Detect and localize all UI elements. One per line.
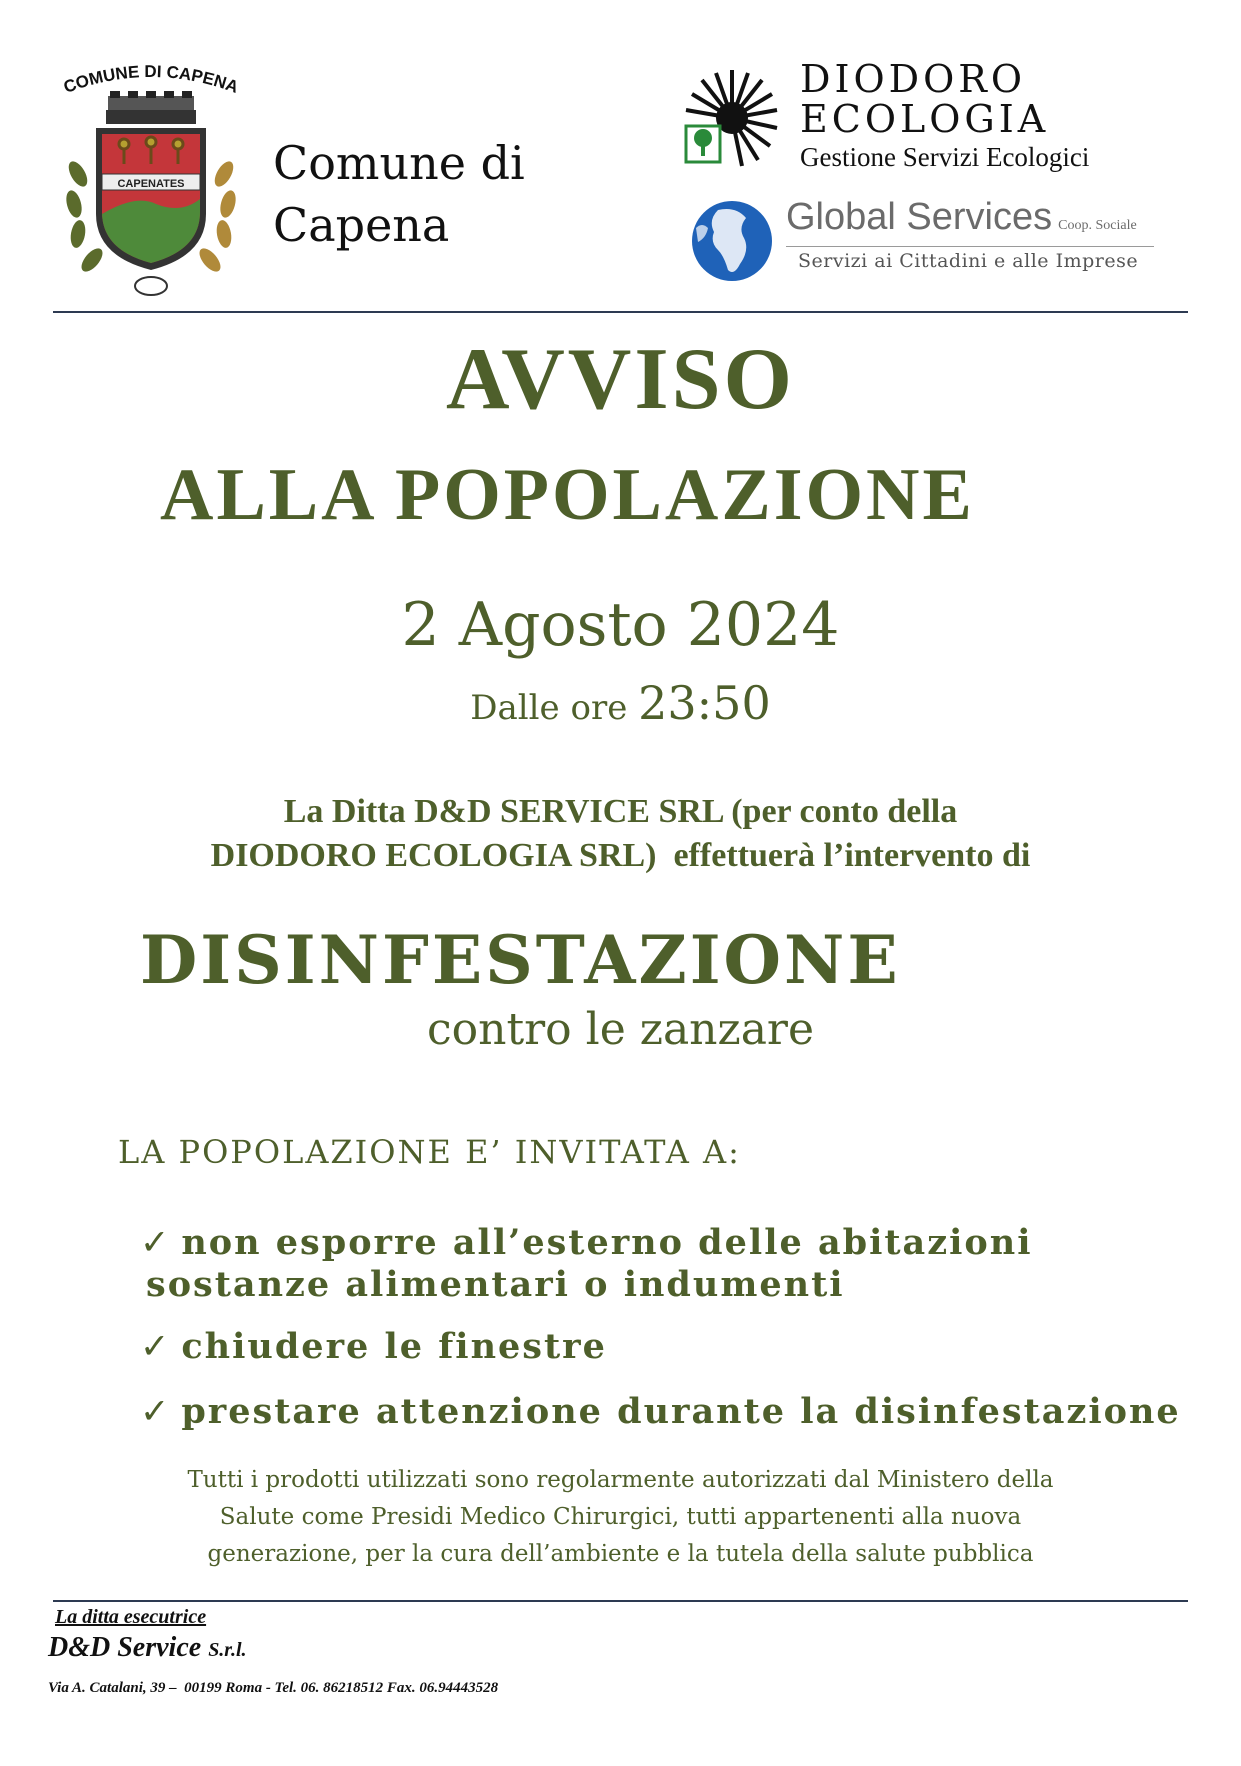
bullet-item-continuation: sostanze alimentari o indumenti bbox=[146, 1264, 845, 1305]
products-note-line1: Tutti i prodotti utilizzati sono regolarmente autorizzati dal Ministero della bbox=[187, 1467, 1054, 1493]
global-services-coop: Coop. Sociale bbox=[1058, 218, 1137, 233]
footer-company-name: D&D Service bbox=[48, 1632, 202, 1663]
notice-invite: LA POPOLAZIONE E’ INVITATA A: bbox=[118, 1133, 741, 1171]
comune-name bbox=[273, 132, 525, 256]
notice-service-target: contro le zanzare bbox=[427, 1004, 814, 1055]
global-services-name: Global Services bbox=[786, 196, 1053, 238]
notice-ditta-line2: DIODORO ECOLOGIA SRL) effettuerà l’intervento di bbox=[210, 837, 1031, 874]
diodoro-sunburst-logo bbox=[682, 68, 778, 168]
bullet-text: prestare attenzione durante la disinfestazione bbox=[181, 1391, 1181, 1432]
global-services-subtitle: Servizi ai Cittadini e alle Imprese bbox=[798, 250, 1139, 272]
check-icon: ✓ bbox=[140, 1223, 170, 1263]
notice-ditta-line1: La Ditta D&D SERVICE SRL (per conto della bbox=[283, 793, 958, 830]
diodoro-title: DIODORO bbox=[800, 57, 1027, 101]
footer-label: La ditta esecutrice bbox=[55, 1606, 207, 1628]
footer-company-suffix: S.r.l. bbox=[208, 1639, 247, 1661]
notice-time-prefix: Dalle ore bbox=[470, 688, 628, 728]
notice-ditta bbox=[0, 790, 1241, 878]
diodoro-subtitle: Gestione Servizi Ecologici bbox=[800, 142, 1090, 172]
header-divider bbox=[53, 311, 1188, 313]
footer-divider bbox=[53, 1600, 1188, 1602]
diodoro-title-line2: ECOLOGIA bbox=[800, 97, 1050, 141]
products-note bbox=[0, 1462, 1241, 1573]
notice-subtitle: ALLA POPOLAZIONE bbox=[160, 454, 975, 536]
bullet-text: non esporre all’esterno delle abitazioni bbox=[181, 1222, 1033, 1263]
notice-date: 2 Agosto 2024 bbox=[401, 590, 840, 660]
notice-service: DISINFESTAZIONE bbox=[140, 921, 901, 999]
products-note-line3: generazione, per la cura dell’ambiente e la tutela della salute pubblica bbox=[207, 1541, 1034, 1567]
crest-caption: COMUNE DI CAPENA bbox=[61, 64, 241, 97]
svg-text:CAPENATES: CAPENATES bbox=[117, 178, 185, 190]
comune-di-capena-crest bbox=[56, 64, 246, 304]
products-note-line2: Salute come Presidi Medico Chirurgici, tutti appartenenti alla nuova bbox=[219, 1504, 1022, 1530]
global-services-divider bbox=[786, 246, 1154, 247]
notice-time bbox=[0, 676, 1241, 735]
global-services-title bbox=[786, 196, 1137, 239]
bullet-item bbox=[140, 1221, 1033, 1265]
check-icon: ✓ bbox=[140, 1392, 170, 1432]
footer-address: Via A. Catalani, 39 – 00199 Roma - Tel. 06. 86218512 Fax. 06.94443528 bbox=[48, 1680, 499, 1696]
check-icon: ✓ bbox=[140, 1327, 170, 1367]
globe-icon bbox=[688, 198, 776, 284]
bullet-item bbox=[140, 1390, 1181, 1434]
notice-time-value: 23:50 bbox=[638, 676, 771, 730]
bullet-item bbox=[140, 1325, 607, 1369]
footer-company bbox=[48, 1632, 247, 1664]
bullet-text: chiudere le finestre bbox=[181, 1326, 607, 1367]
notice-title: AVVISO bbox=[446, 331, 795, 428]
comune-name-line1: Comune di bbox=[273, 136, 525, 190]
comune-name-line2: Capena bbox=[273, 198, 450, 252]
